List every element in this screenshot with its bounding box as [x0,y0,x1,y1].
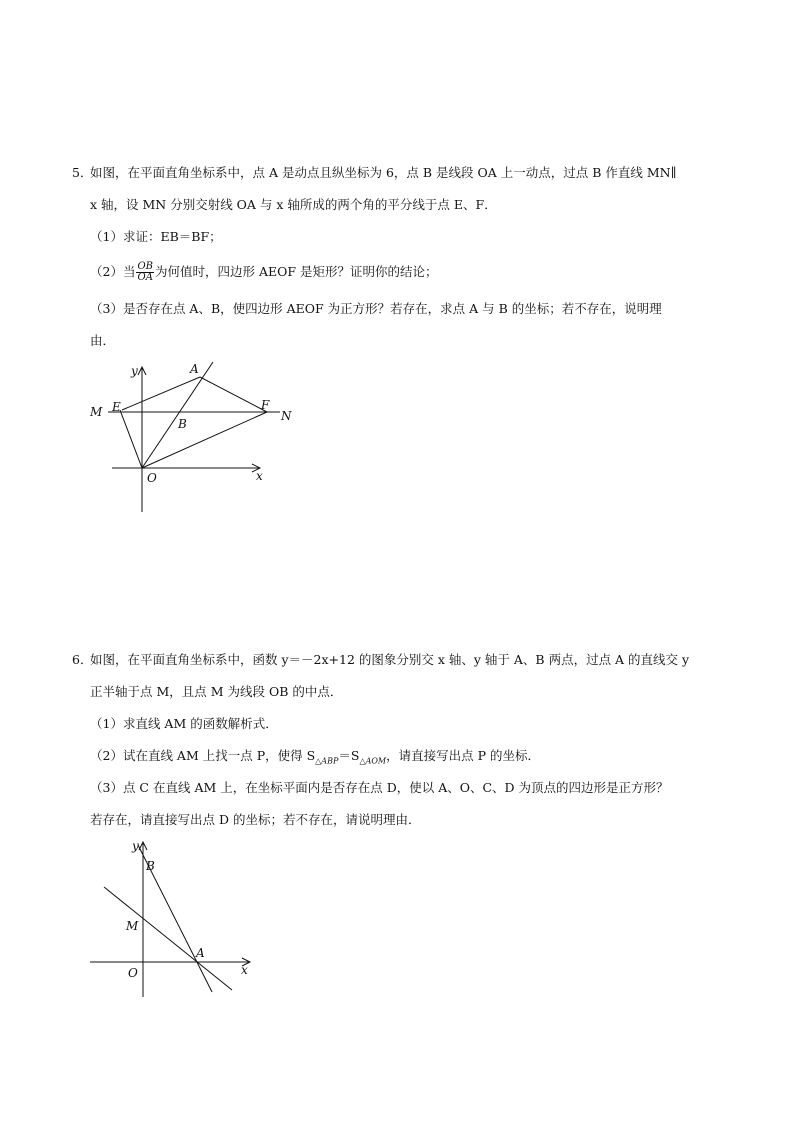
q2-suffix: ，请直接写出点 P 的坐标． [386,748,540,763]
q2-suffix: 为何值时，四边形 AEOF 是矩形？证明你的结论； [155,264,438,279]
label-B: B [146,859,155,873]
problem-6-question-3-line1: （3）点 C 在直线 AM 上，在坐标平面内是否存在点 D，使以 A、O、C、D 为顶点的四边形是正方形？ [90,780,669,795]
fraction-numerator: OB [137,261,153,272]
label-A: A [190,362,199,376]
label-O: O [147,471,157,485]
label-A: A [196,946,205,960]
problem-5-question-3-line2: 由． [90,333,116,348]
q2-prefix: （2）试在直线 AM 上找一点 P，使得 S [90,748,316,763]
q2-prefix: （2）当 [90,264,136,279]
label-x: x [256,469,263,483]
problem-5-stem-line2: x 轴，设 MN 分别交射线 OA 与 x 轴所成的两个角的平分线于点 E、F． [90,197,497,212]
label-M: M [90,405,103,419]
problem-5-number: 5． [72,165,93,180]
label-E: E [112,400,121,414]
label-O: O [128,966,138,980]
problem-6-number: 6． [72,652,93,667]
problem-6-stem-line1: 如图，在平面直角坐标系中，函数 y＝－2x+12 的图象分别交 x 轴、y 轴于 A、B 两点，过点 A 的直线交 y [90,652,690,667]
label-x: x [241,963,248,977]
label-N: N [281,409,292,423]
q2-mid: ＝S [338,748,360,763]
label-M: M [126,919,139,933]
label-y: y [131,364,138,378]
label-B: B [178,417,187,431]
problem-5-question-1: （1）求证：EB＝BF； [90,229,222,244]
problem-5-question-3-line1: （3）是否存在点 A、B，使四边形 AEOF 为正方形？若存在，求点 A 与 B 的坐标；若不存在，说明理 [90,301,662,316]
label-F: F [261,398,270,412]
line-AM [104,887,232,990]
problem-6-question-1: （1）求直线 AM 的函数解析式． [90,716,278,731]
problem-5-stem-line1: 如图，在平面直角坐标系中，点 A 是动点且纵坐标为 6，点 B 是线段 OA 上一动点，过点 B 作直线 MN∥ [90,165,677,180]
fraction-denominator: OA [137,272,153,283]
area-subscript-1: △ABP [315,756,339,766]
label-y: y [132,839,139,853]
area-subscript-2: △AOM [359,756,387,766]
problem-6-question-3-line2: 若存在，请直接写出点 D 的坐标；若不存在，请说明理由． [90,812,421,827]
problem-6-stem-line2: 正半轴于点 M，且点 M 为线段 OB 的中点． [90,684,343,699]
